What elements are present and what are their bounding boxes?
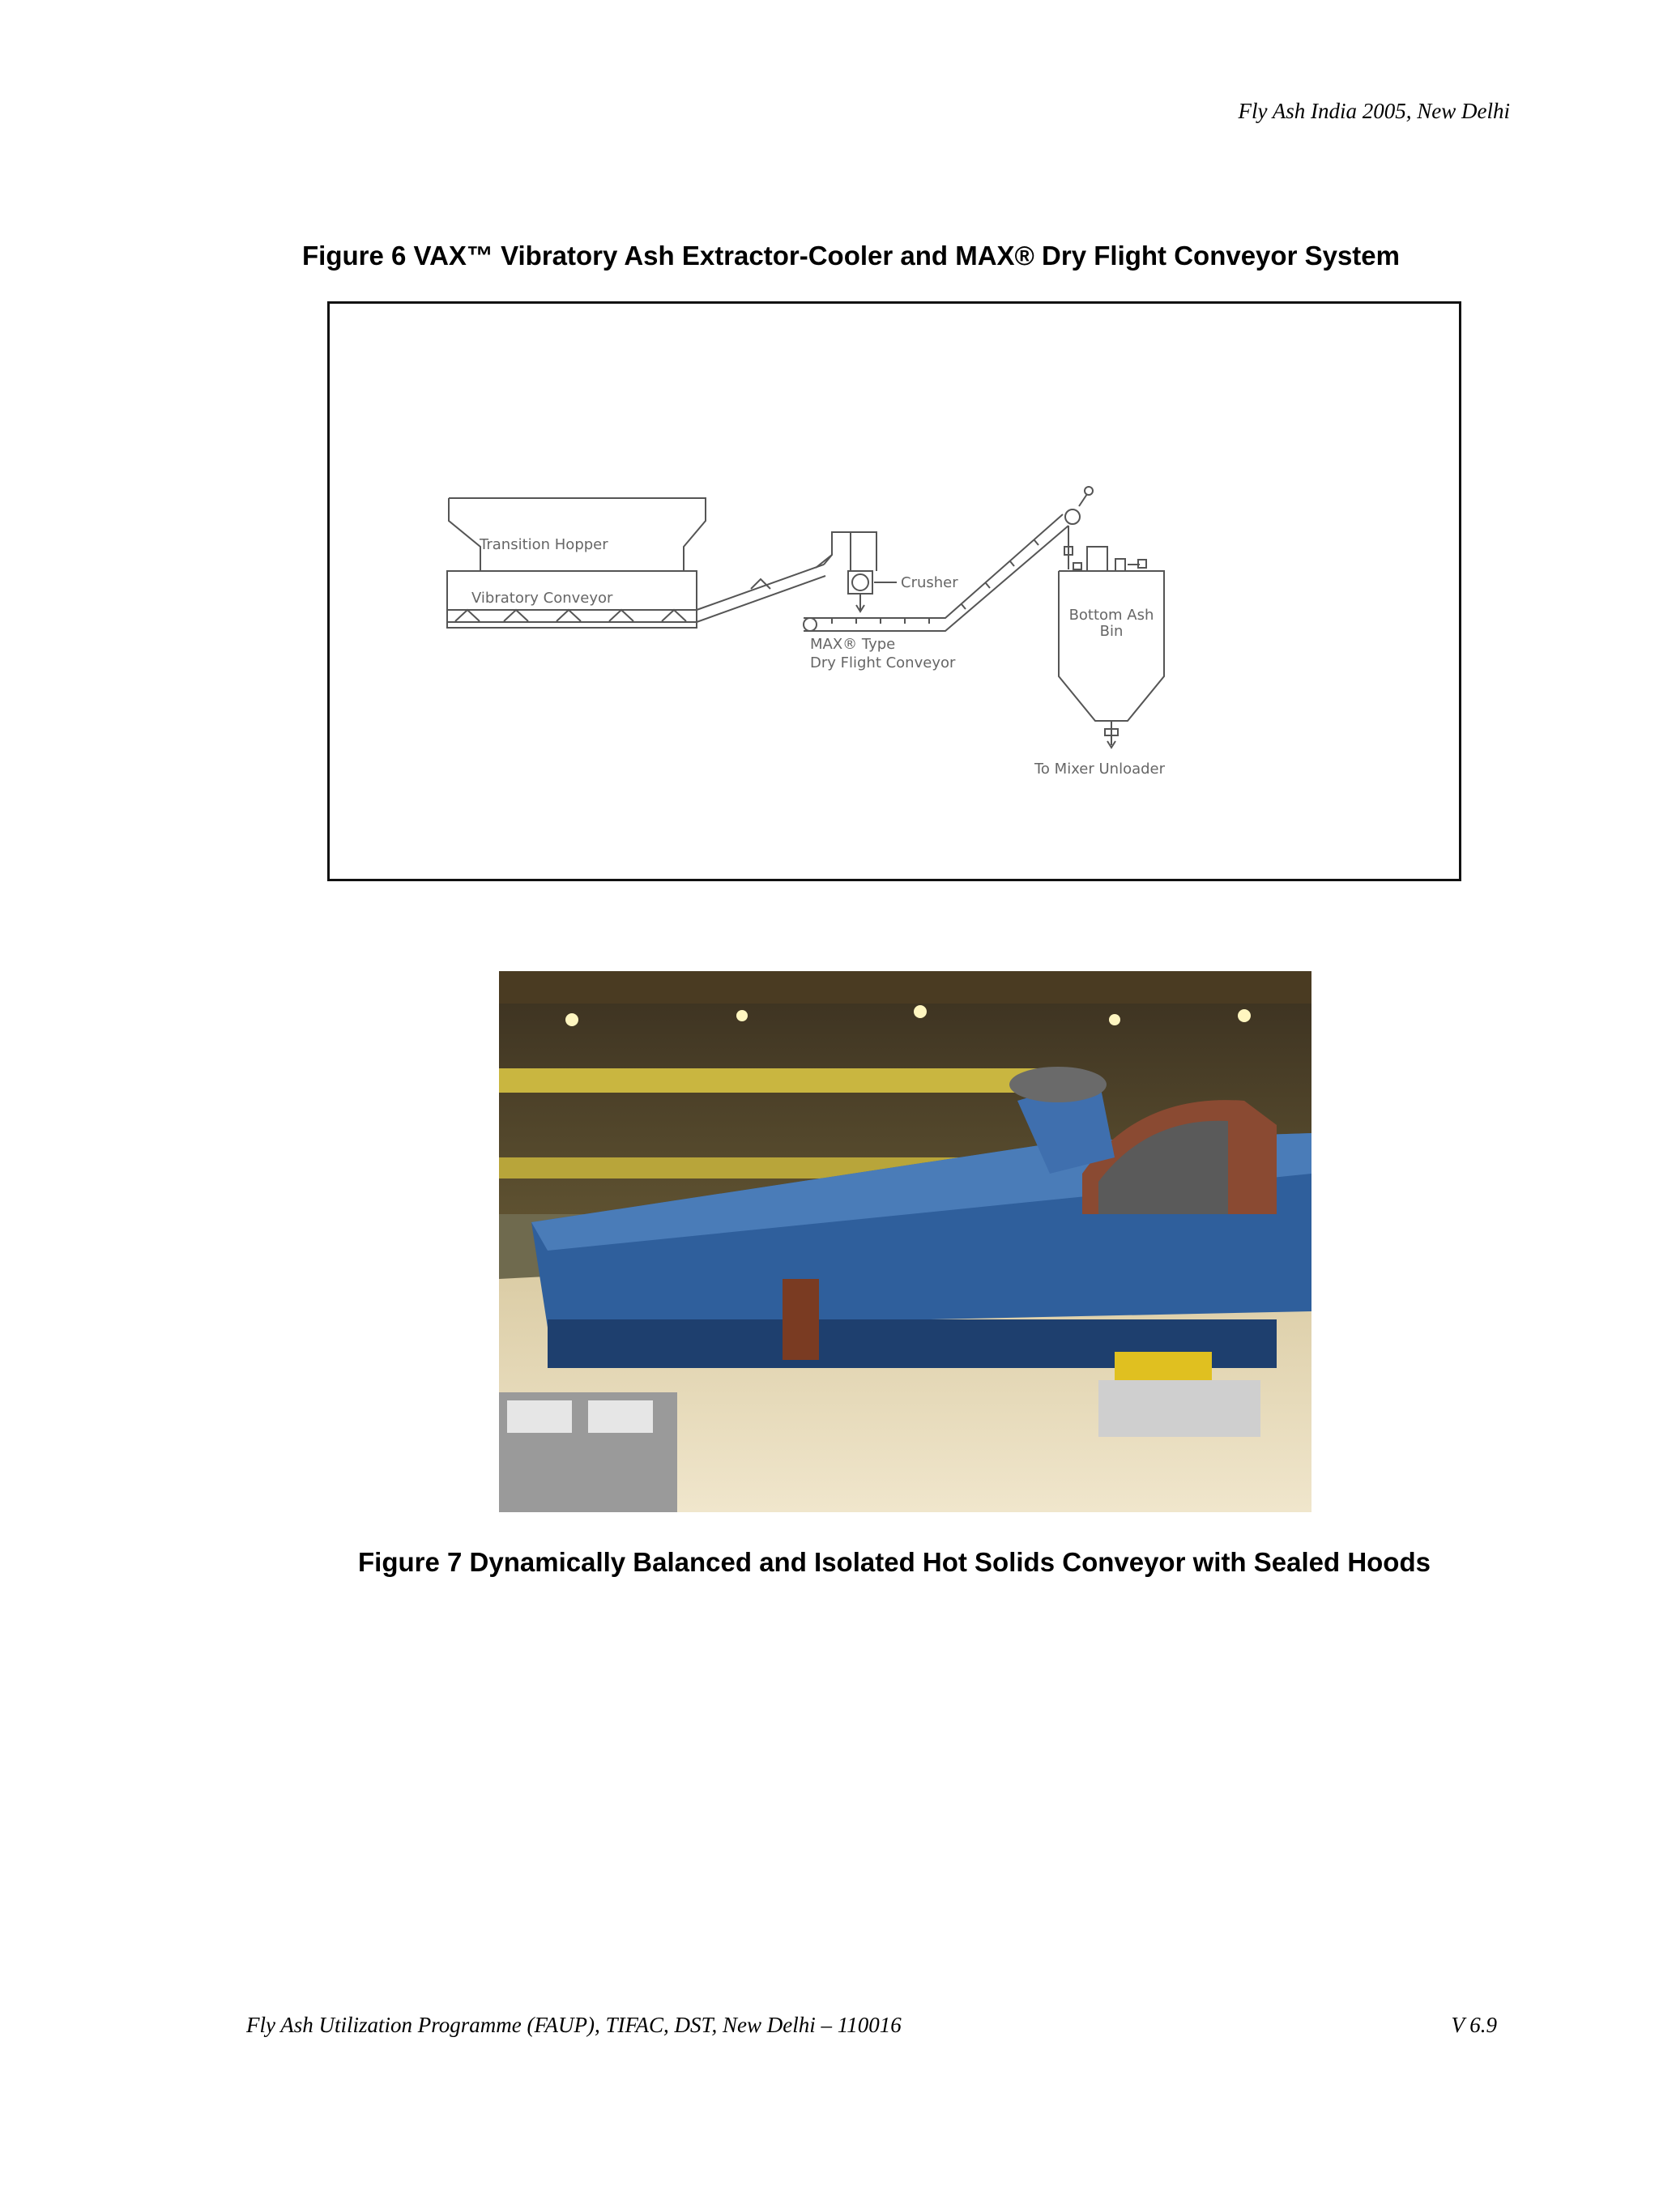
label-transition-hopper: Transition Hopper: [480, 536, 608, 553]
label-to-mixer-unloader: To Mixer Unloader: [1034, 761, 1166, 778]
dry-flight-conveyor-shape: [804, 514, 1063, 618]
figure-6-diagram: [327, 301, 1461, 881]
footer-version: V 6.9: [1451, 2013, 1497, 2037]
conveyor-factory-photo: [499, 971, 1311, 1512]
transition-hopper-shape: [449, 498, 706, 571]
label-crusher: Crusher: [901, 574, 958, 591]
label-dry-flight-conveyor: Dry Flight Conveyor: [810, 654, 956, 671]
label-max-type: MAX® Type: [810, 636, 896, 653]
bottom-ash-bin-shape: [1059, 571, 1164, 721]
figure-6-caption: Figure 6 VAX™ Vibratory Ash Extractor-Cooler and MAX® Dry Flight Conveyor System: [302, 241, 1400, 271]
label-bottom-ash: Bottom Ash: [1068, 607, 1154, 624]
conveyor-system-diagram: [330, 304, 1464, 884]
footer-left: Fly Ash Utilization Programme (FAUP), TIFAC, DST, New Delhi – 110016: [246, 2013, 902, 2037]
figure-7-caption: Figure 7 Dynamically Balanced and Isolated Hot Solids Conveyor with Sealed Hoods: [358, 1547, 1431, 1577]
label-bin: Bin: [1099, 623, 1124, 640]
running-header: Fly Ash India 2005, New Delhi: [1238, 99, 1510, 123]
label-vibratory-conveyor: Vibratory Conveyor: [471, 590, 613, 607]
